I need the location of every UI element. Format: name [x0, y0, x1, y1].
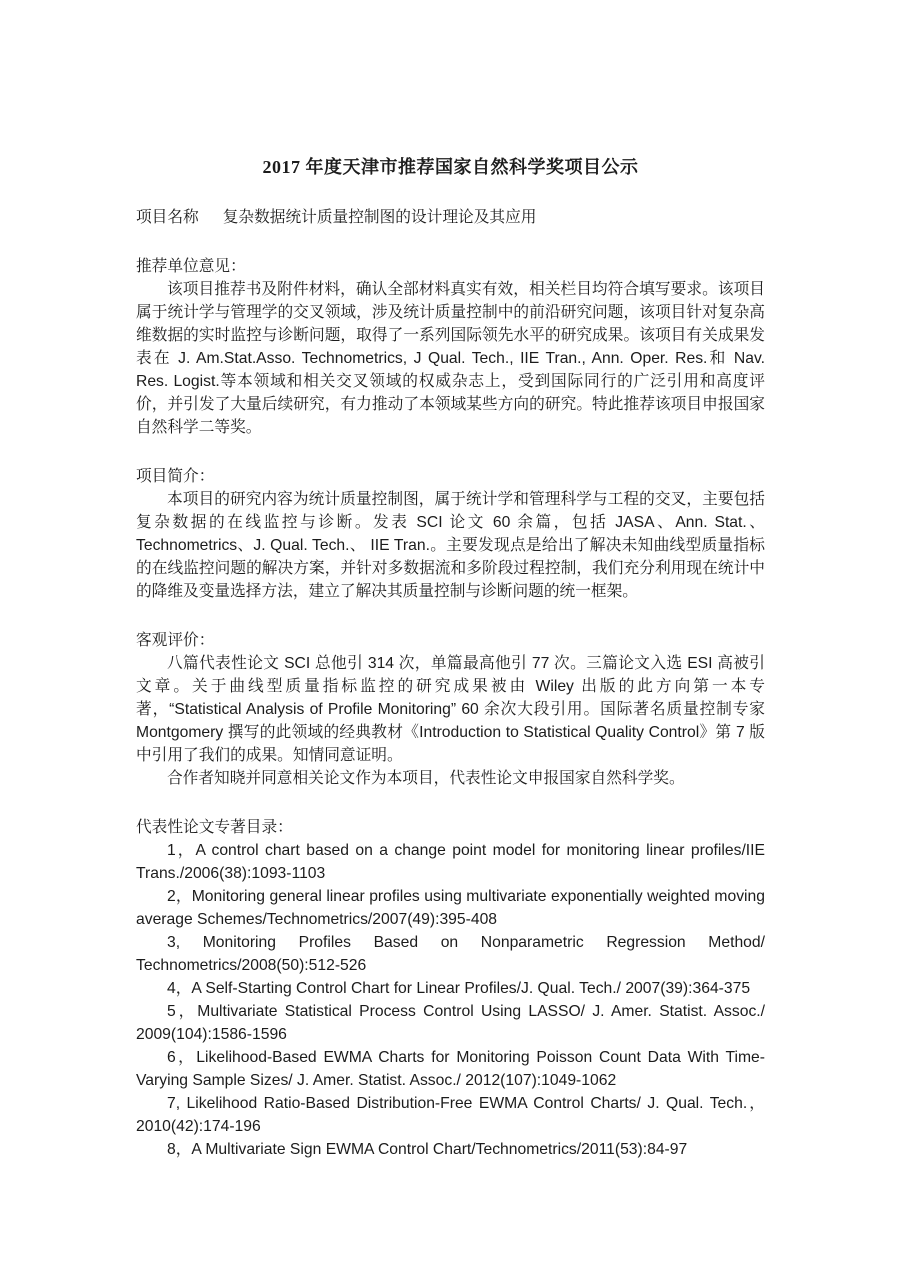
project-name-label: 项目名称: [136, 209, 199, 226]
paper-list-item: 4，A Self-Starting Control Chart for Linear Profiles/J. Qual. Tech./ 2007(39):364-375: [167, 980, 751, 997]
paper-list-item: 5，Multivariate Statistical Process Control Using LASSO/ J. Amer. Statist. Assoc./ 2009(104):1586-1596: [136, 1003, 765, 1043]
paper-list-item: 7, Likelihood Ratio-Based Distribution-Free EWMA Control Charts/ J. Qual. Tech.，2010(42):174-196: [136, 1095, 765, 1135]
section-paragraph: 八篇代表性论文 SCI 总他引 314 次，单篇最高他引 77 次。三篇论文入选 ESI 高被引文章。关于曲线型质量指标监控的研究成果被由 Wiley 出版的此方向第一本专著，“Statistical Analysis of Profile Monitoring” 60 余次大段引用。国际著名质量控制专家 Montgomery 撰写的此领域的经典教材《Introduction to Statistical Quality Control》第 7 版中引用了我们的成果。知情同意证明。: [136, 655, 765, 764]
paper-list-item: 3, Monitoring Profiles Based on Nonparametric Regression Method/ Technometrics/2008(50):512-526: [136, 934, 765, 974]
section-paragraph: 该项目推荐书及附件材料，确认全部材料真实有效，相关栏目均符合填写要求。该项目属于统计学与管理学的交叉领域，涉及统计质量控制中的前沿研究问题，该项目针对复杂高维数据的实时监控与诊断问题，取得了一系列国际领先水平的研究成果。该项目有关成果发表在 J. Am.Stat.Asso. Technometrics, J Qual. Tech., IIE Tran., Ann. Oper. Res.和 Nav. Res. Logist.等本领域和相关交叉领域的权威杂志上，受到国际同行的广泛引用和高度评价，并引发了大量后续研究，有力推动了本领域某些方向的研究。特此推荐该项目申报国家自然科学二等奖。: [136, 281, 765, 436]
section-recommendation-opinion: [136, 255, 765, 439]
project-name-row: [136, 206, 765, 229]
section-heading: 代表性论文专著目录：: [136, 819, 293, 836]
page-title: 2017 年度天津市推荐国家自然科学奖项目公示: [262, 157, 639, 177]
paper-list-item: 1，A control chart based on a change point model for monitoring linear profiles/IIE Trans./2006(38):1093-1103: [136, 842, 765, 882]
section-project-summary: [136, 465, 765, 603]
section-heading: 推荐单位意见：: [136, 258, 246, 275]
document-content: [136, 0, 765, 1161]
section-heading: 客观评价：: [136, 632, 215, 649]
section-objective-evaluation: [136, 629, 765, 790]
section-paragraph: 合作者知晓并同意相关论文作为本项目，代表性论文申报国家自然科学奖。: [167, 770, 685, 787]
paper-list-item: 2，Monitoring general linear profiles using multivariate exponentially weighted moving average Schemes/Technometrics/2007(49):395-408: [136, 888, 765, 928]
section-paragraph: 本项目的研究内容为统计质量控制图，属于统计学和管理科学与工程的交叉，主要包括复杂数据的在线监控与诊断。发表 SCI 论文 60 余篇，包括 JASA、Ann. Stat.、Technometrics、J. Qual. Tech.、 IIE Tran.。主要发现点是给出了解决未知曲线型质量指标的在线监控问题的解决方案，并针对多数据流和多阶段过程控制，我们充分利用现在统计中的降维及变量选择方法，建立了解决其质量控制与诊断问题的统一框架。: [136, 491, 765, 600]
project-name-value: 复杂数据统计质量控制图的设计理论及其应用: [222, 209, 537, 226]
section-representative-papers: [136, 816, 765, 1161]
paper-list-item: 6，Likelihood-Based EWMA Charts for Monitoring Poisson Count Data With Time-Varying Sample Sizes/ J. Amer. Statist. Assoc./ 2012(107):1049-1062: [136, 1049, 765, 1089]
section-heading: 项目简介：: [136, 468, 215, 485]
paper-list-item: 8，A Multivariate Sign EWMA Control Chart/Technometrics/2011(53):84-97: [167, 1141, 688, 1158]
